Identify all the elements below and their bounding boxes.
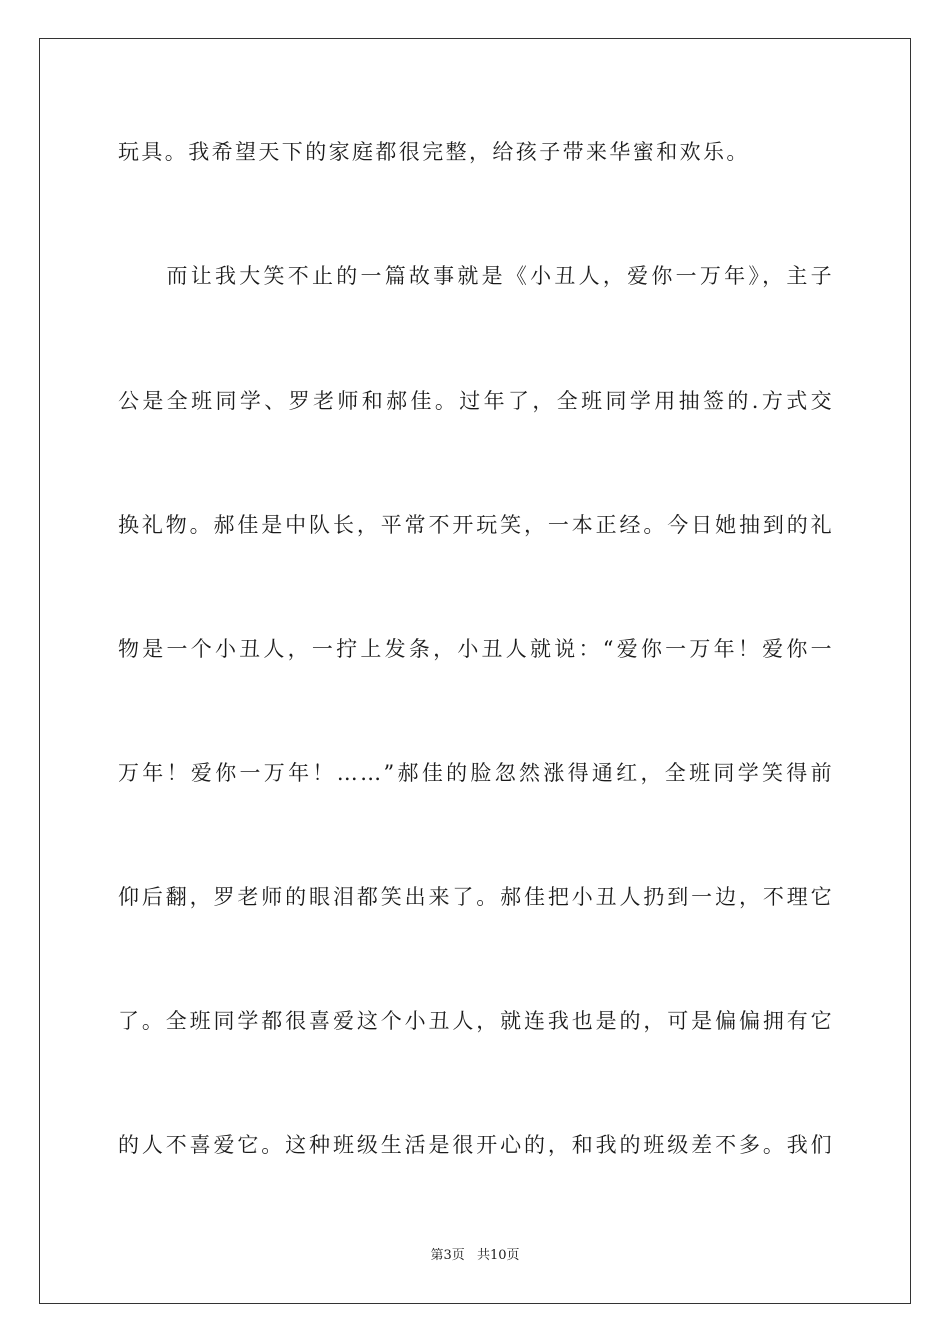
paragraph-line-3: 公是全班同学、罗老师和郝佳。过年了，全班同学用抽签的.方式交 <box>118 389 834 413</box>
page-number: 第3页 <box>430 1248 465 1263</box>
page-frame <box>39 38 911 1304</box>
paragraph-line-4: 换礼物。郝佳是中队长，平常不开玩笑，一本正经。今日她抽到的礼 <box>118 513 834 537</box>
page-total: 共10页 <box>476 1248 520 1263</box>
paragraph-line-6: 万年！爱你一万年！……”郝佳的脸忽然涨得通红，全班同学笑得前 <box>118 761 834 785</box>
paragraph-line-8: 了。全班同学都很喜爱这个小丑人，就连我也是的，可是偏偏拥有它 <box>118 1009 834 1033</box>
paragraph-line-1: 玩具。我希望天下的家庭都很完整，给孩子带来华蜜和欢乐。 <box>118 140 750 164</box>
paragraph-line-7: 仰后翻，罗老师的眼泪都笑出来了。郝佳把小丑人扔到一边，不理它 <box>118 885 834 909</box>
paragraph-line-5: 物是一个小丑人，一拧上发条，小丑人就说：“爱你一万年！爱你一 <box>118 637 834 661</box>
page-footer <box>0 1247 950 1265</box>
paragraph-line-9: 的人不喜爱它。这种班级生活是很开心的，和我的班级差不多。我们 <box>118 1133 834 1157</box>
paragraph-line-2: 而让我大笑不止的一篇故事就是《小丑人，爱你一万年》，主子 <box>118 264 834 288</box>
